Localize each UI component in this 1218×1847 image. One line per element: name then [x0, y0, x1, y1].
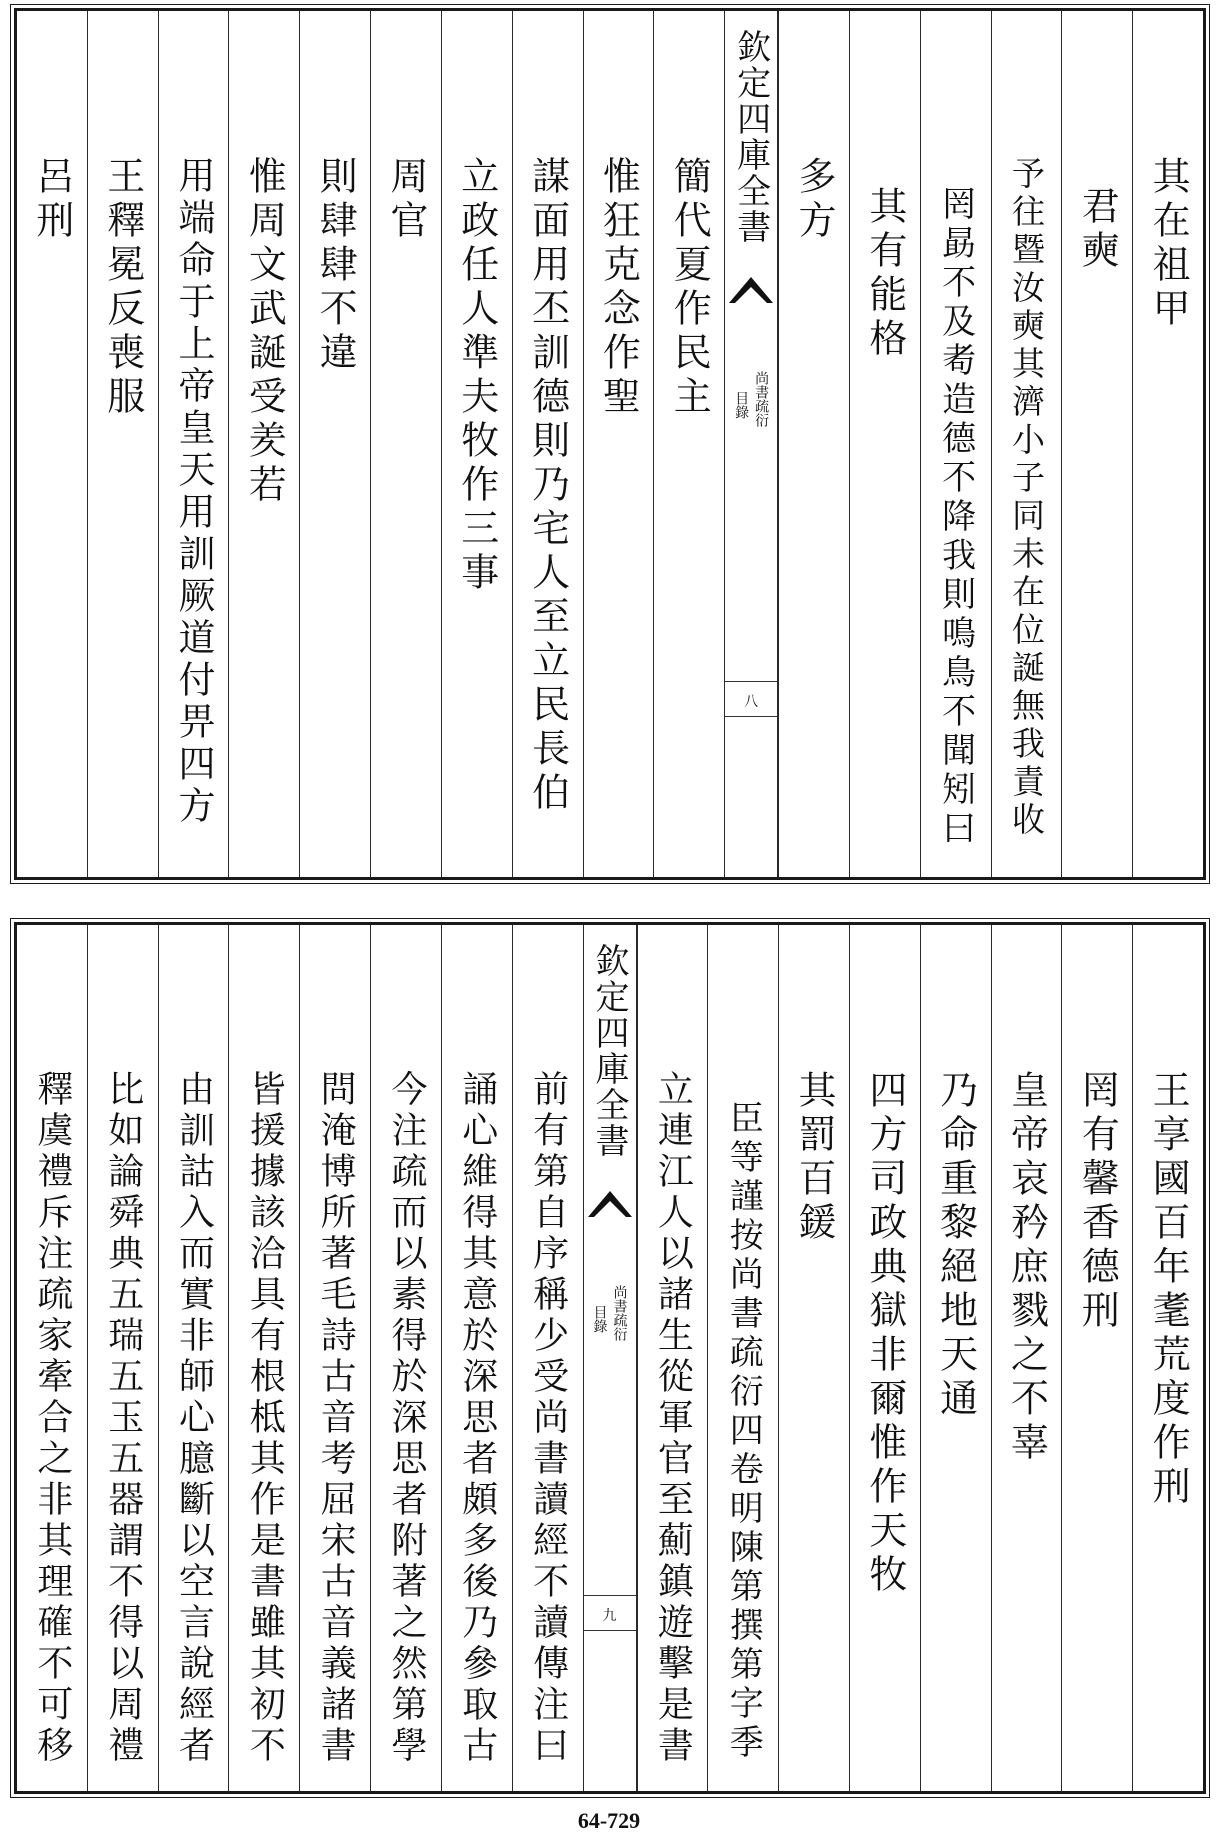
- text-column: [849, 11, 920, 877]
- center-column: [724, 11, 778, 877]
- text-column: [1132, 925, 1203, 1791]
- text-column: [778, 925, 849, 1791]
- text-column: [920, 11, 991, 877]
- page-number: 九: [602, 1608, 617, 1624]
- column-text: 其罰百鍰: [792, 1070, 837, 1246]
- column-row-bottom: [17, 925, 1203, 1791]
- column-text: 王享國百年耄荒度作刑: [1146, 1070, 1191, 1510]
- text-column: [370, 925, 441, 1791]
- text-column: [441, 925, 512, 1791]
- text-column: [512, 925, 583, 1791]
- column-text: 惟周文武誕受羑若: [242, 156, 287, 508]
- column-text: 立政任人準夫牧作三事: [454, 156, 499, 596]
- text-column: [228, 11, 299, 877]
- text-column: [1132, 11, 1203, 877]
- divider: [725, 716, 777, 717]
- archive-page-number: 64-729: [577, 1808, 641, 1833]
- text-column: [991, 925, 1062, 1791]
- column-row-top: [17, 11, 1203, 877]
- book-title: 尚書疏衍: [753, 371, 770, 427]
- column-text: 乃命重黎絕地天通: [933, 1070, 978, 1422]
- column-text: 周官: [383, 156, 428, 244]
- column-text: 予往暨汝奭其濟小子同未在位誕無我責收: [1006, 156, 1046, 840]
- column-text: 問淹博所著毛詩古音考屈宋古音義諸書: [315, 1070, 357, 1767]
- column-text: 謀面用丕訓德則乃宅人至立民長伯: [525, 156, 570, 816]
- page-frame-top: [14, 8, 1206, 880]
- column-text: 其有能格: [862, 186, 907, 362]
- column-text: 簡代夏作民主: [667, 156, 712, 420]
- text-column: [653, 11, 724, 877]
- center-column: [583, 925, 637, 1791]
- text-column: [17, 11, 87, 877]
- page-frame-bottom: [14, 922, 1206, 1794]
- column-text: 皇帝哀矜庶戮之不辜: [1004, 1070, 1049, 1466]
- column-text: 用端命于上帝皇天用訓厥道付畀四方: [172, 156, 216, 828]
- text-column: [17, 925, 87, 1791]
- text-column: [1061, 11, 1132, 877]
- text-column: [707, 925, 778, 1791]
- text-column: [158, 925, 229, 1791]
- text-column: [920, 925, 991, 1791]
- column-text: 王釋冕反喪服: [100, 156, 145, 420]
- text-column: [87, 11, 158, 877]
- column-text: 誦心維得其意於深思者頗多後乃參取古: [456, 1070, 498, 1767]
- text-column: [991, 11, 1062, 877]
- page-number: 八: [744, 694, 759, 710]
- text-column: [583, 11, 654, 877]
- section-label: 目錄: [591, 1305, 608, 1333]
- text-column: [87, 925, 158, 1791]
- text-column: [158, 11, 229, 877]
- column-text: 罔有馨香德刑: [1075, 1070, 1120, 1334]
- column-text: 釋虞禮斥注疏家牽合之非其理確不可移: [31, 1070, 73, 1767]
- column-text: 立連江人以諸生從軍官至薊鎮遊擊是書: [652, 1070, 694, 1767]
- column-text: 其在祖甲: [1146, 156, 1191, 332]
- text-column: [637, 925, 708, 1791]
- text-column: [299, 11, 370, 877]
- library-title: 欽定四庫全書: [730, 29, 771, 245]
- section-label: 目錄: [733, 391, 750, 419]
- column-text: 比如論舜典五瑞五玉五器謂不得以周禮: [102, 1070, 144, 1767]
- text-column: [512, 11, 583, 877]
- fish-tail-mark-icon: [727, 273, 775, 307]
- text-column: [299, 925, 370, 1791]
- column-text: 君奭: [1075, 186, 1120, 274]
- column-text: 罔勗不及耇造德不降我則鳴鳥不聞矧曰: [935, 186, 976, 849]
- column-text: 四方司政典獄非爾惟作天牧: [862, 1070, 907, 1598]
- text-column: [228, 925, 299, 1791]
- column-text: 臣等謹按尚書疏衍四卷明陳第撰第字季: [723, 1100, 764, 1763]
- column-text: 呂刑: [29, 156, 74, 244]
- text-column: [778, 11, 849, 877]
- text-column: [1061, 925, 1132, 1791]
- divider: [584, 1595, 636, 1596]
- divider: [584, 1630, 636, 1631]
- column-text: 前有第自序稱少受尚書讀經不讀傳注曰: [527, 1070, 569, 1767]
- text-column: [849, 925, 920, 1791]
- divider: [725, 681, 777, 682]
- fish-tail-mark-icon: [586, 1187, 634, 1221]
- text-column: [441, 11, 512, 877]
- text-column: [370, 11, 441, 877]
- library-title: 欽定四庫全書: [589, 943, 629, 1159]
- book-title: 尚書疏衍: [611, 1285, 628, 1341]
- column-text: 皆援據該洽具有根柢其作是書雖其初不: [244, 1070, 286, 1767]
- column-text: 由訓詁入而實非師心臆斷以空言說經者: [173, 1070, 215, 1767]
- column-text: 則肆肆不違: [313, 156, 358, 376]
- column-text: 多方: [792, 156, 837, 244]
- column-text: 今注疏而以素得於深思者附著之然第學: [385, 1070, 427, 1767]
- column-text: 惟狂克念作聖: [596, 156, 641, 420]
